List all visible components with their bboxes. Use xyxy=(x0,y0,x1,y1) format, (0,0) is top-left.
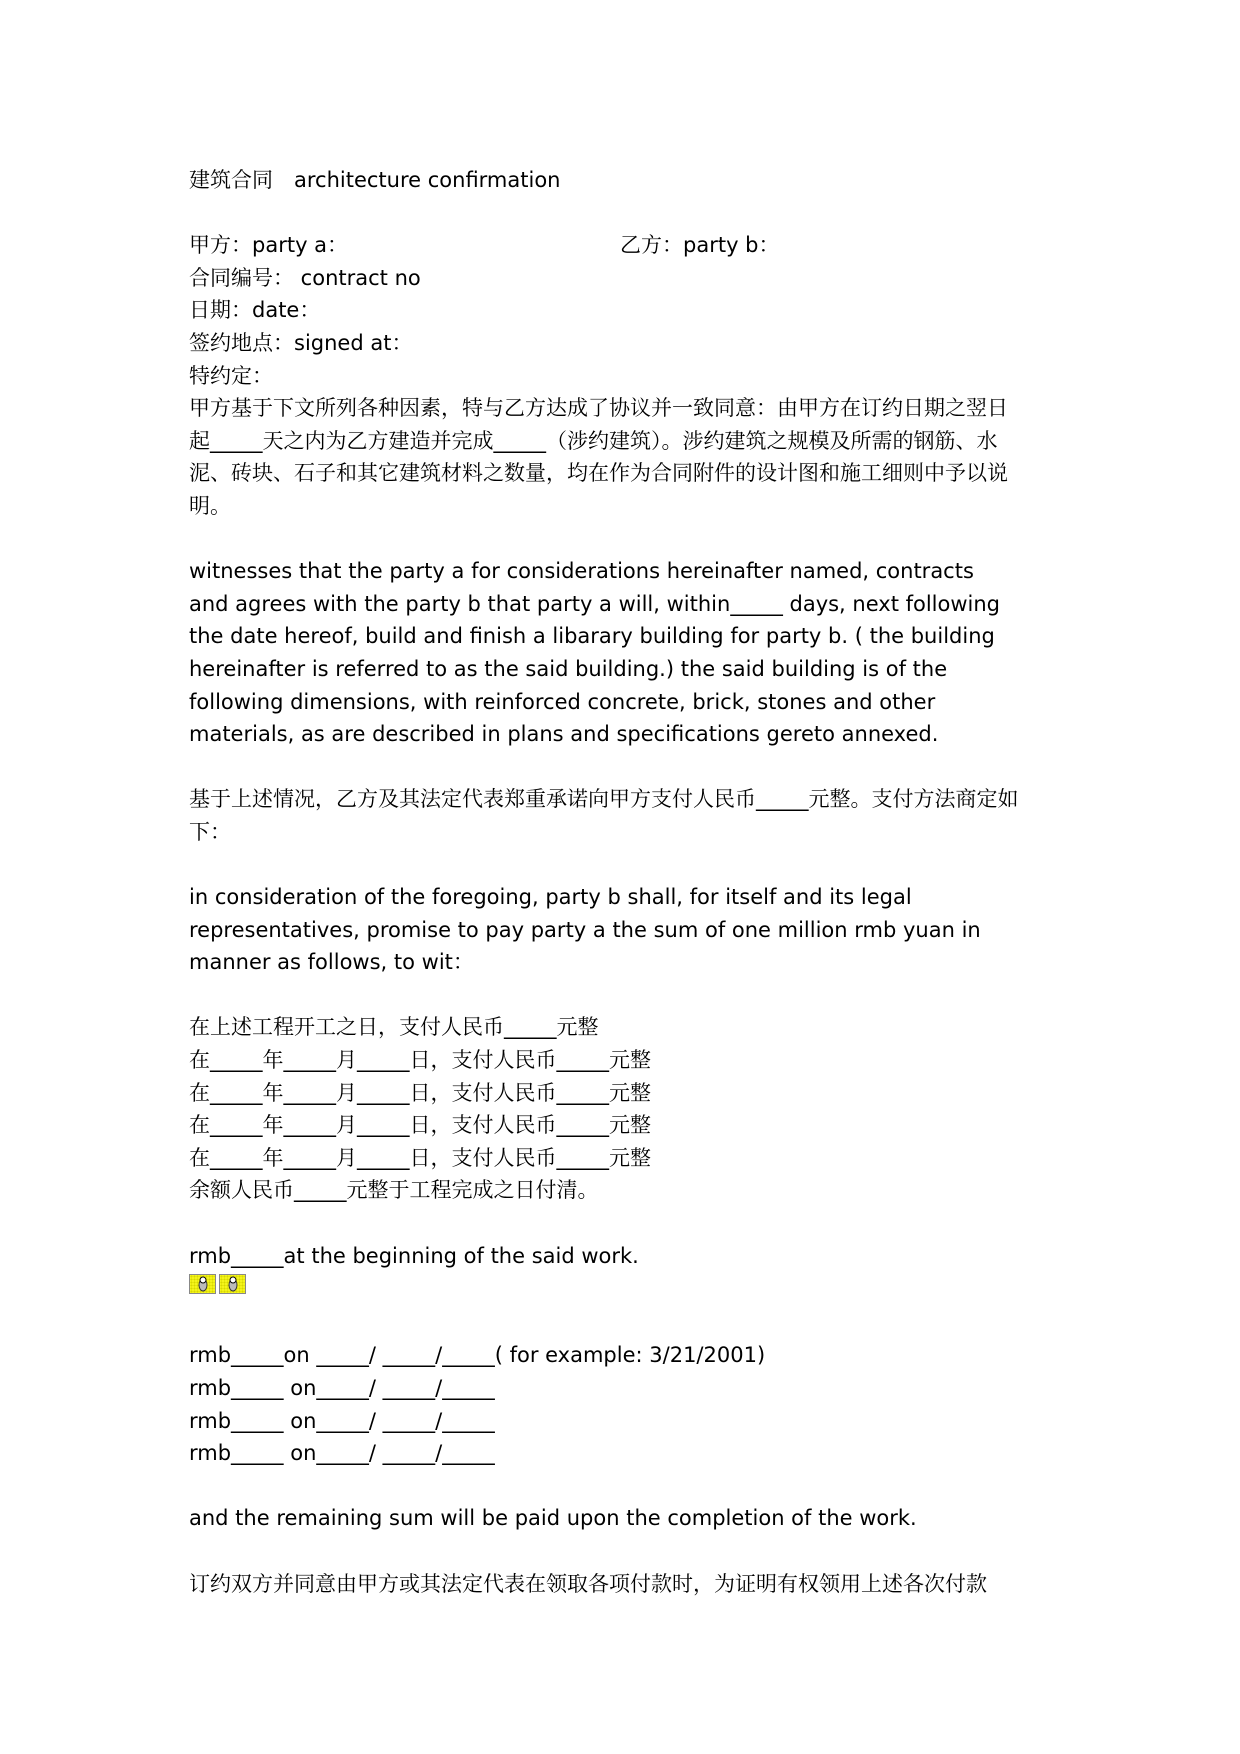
document-title: 建筑合同 architecture confirmation xyxy=(189,168,561,192)
paragraph-line: the date hereof, build and finish a libarary building for party b. ( the building xyxy=(189,624,995,649)
paragraph-line: representatives, promise to pay party a the sum of one million rmb yuan in xyxy=(189,917,981,942)
party-b-label: 乙方：party b： xyxy=(620,233,780,258)
contract-document xyxy=(189,164,1089,1600)
signed-at-label: 签约地点：signed at： xyxy=(189,330,413,355)
paragraph-line: materials, as are described in plans and specifications gereto annexed. xyxy=(189,722,939,747)
paragraph-line: 基于上述情况，乙方及其法定代表郑重承诺向甲方支付人民币_____元整。支付方法商定如 xyxy=(189,787,1019,812)
parties-line xyxy=(189,229,1089,262)
remaining-sum-line: and the remaining sum will be paid upon the completion of the work. xyxy=(189,1506,917,1531)
paperclip-icon xyxy=(219,1274,246,1294)
payment-line-cn: 在_____年_____月_____日，支付人民币_____元整 xyxy=(189,1113,651,1138)
paragraph-line: 明。 xyxy=(189,493,231,518)
paragraph-line: 订约双方并同意由甲方或其法定代表在领取各项付款时，为证明有权领用上述各次付款 xyxy=(189,1571,987,1596)
payment-line-en: rmb_____ on_____/ _____/_____ xyxy=(189,1408,495,1433)
party-a-label: 甲方：party a： xyxy=(189,233,349,258)
paragraph-line: 下： xyxy=(189,819,231,844)
paragraph-line: in consideration of the foregoing, party b shall, for itself and its legal xyxy=(189,885,912,910)
payment-line-en: rmb_____on _____/ _____/_____( for example: 3/21/2001) xyxy=(189,1343,766,1368)
payment-line-en: rmb_____ on_____/ _____/_____ xyxy=(189,1441,495,1466)
contract-no-label: 合同编号： contract no xyxy=(189,265,421,290)
payment-line-cn: 在_____年_____月_____日，支付人民币_____元整 xyxy=(189,1145,651,1170)
special-label: 特约定： xyxy=(189,363,273,388)
payment-line-cn: 在_____年_____月_____日，支付人民币_____元整 xyxy=(189,1080,651,1105)
paragraph-line: manner as follows, to wit： xyxy=(189,950,474,975)
paragraph-line: witnesses that the party a for considerations hereinafter named, contracts xyxy=(189,559,974,584)
paragraph-line: hereinafter is referred to as the said building.) the said building is of the xyxy=(189,656,948,681)
embedded-icons xyxy=(189,1272,1089,1307)
payment-line-en: rmb_____at the beginning of the said work. xyxy=(189,1243,639,1268)
date-label: 日期：date： xyxy=(189,298,321,323)
paragraph-line: and agrees with the party b that party a will, within_____ days, next following xyxy=(189,591,1001,616)
payment-line-cn: 在_____年_____月_____日，支付人民币_____元整 xyxy=(189,1048,651,1073)
paragraph-line: 泥、砖块、石子和其它建筑材料之数量，均在作为合同附件的设计图和施工细则中予以说 xyxy=(189,461,1008,486)
payment-line-cn: 余额人民币_____元整于工程完成之日付清。 xyxy=(189,1178,599,1203)
paperclip-icon xyxy=(189,1274,216,1294)
paragraph-line: following dimensions, with reinforced concrete, brick, stones and other xyxy=(189,689,936,714)
payment-line-en: rmb_____ on_____/ _____/_____ xyxy=(189,1375,495,1400)
paragraph-line: 起_____天之内为乙方建造并完成_____（涉约建筑）。涉约建筑之规模及所需的钢筋、水 xyxy=(189,428,998,453)
paragraph-line: 甲方基于下文所列各种因素，特与乙方达成了协议并一致同意：由甲方在订约日期之翌日 xyxy=(189,396,1008,421)
payment-line-cn: 在上述工程开工之日，支付人民币_____元整 xyxy=(189,1015,599,1040)
